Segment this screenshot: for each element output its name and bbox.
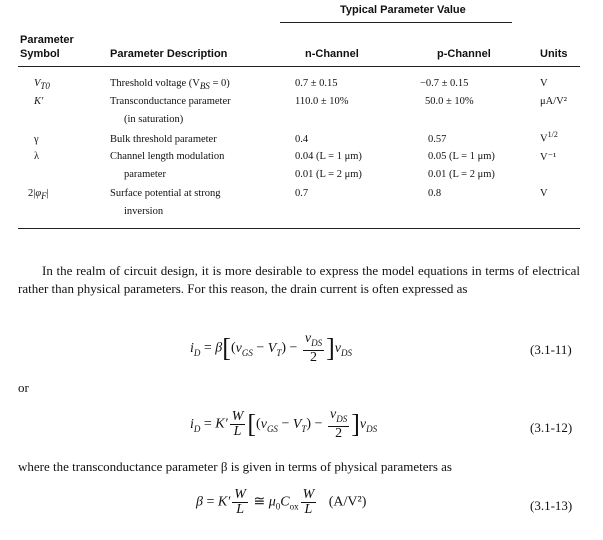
- row-5-description-2: inversion: [124, 206, 164, 217]
- row-4-symbol: λ: [34, 151, 40, 162]
- header-rule: [18, 66, 580, 67]
- header-description: Parameter Description: [110, 48, 228, 60]
- row-4-n-2: 0.01 (L = 2 μm): [295, 169, 362, 180]
- row-3-description: Bulk threshold parameter: [110, 134, 217, 145]
- row-1-units: V: [540, 78, 548, 89]
- row-2-p: 50.0 ± 10%: [425, 96, 474, 107]
- row-3-p: 0.57: [428, 134, 447, 145]
- row-4-description: Channel length modulation: [110, 151, 225, 162]
- table-bottom-rule: [18, 228, 580, 229]
- row-3-n: 0.4: [295, 134, 309, 145]
- row-4-description-2: parameter: [124, 169, 166, 180]
- row-3-units: $V^{1/2}$: [540, 130, 558, 145]
- header-symbol-line1: Parameter: [20, 34, 74, 46]
- row-5-n: 0.7: [295, 188, 309, 199]
- paragraph-2: where the transconductance parameter β is given in terms of physical parameters as: [18, 459, 452, 474]
- row-4-units: V⁻¹: [540, 152, 557, 163]
- equation-number-3-1-13: (3.1-13): [530, 498, 573, 513]
- row-4-p: 0.05 (L = 1 μm): [428, 151, 495, 162]
- header-p-channel: p-Channel: [437, 48, 491, 60]
- header-units: Units: [540, 48, 568, 60]
- paragraph-1: In the realm of circuit design, it is more desirable to express the model equations in terms of electrical rather than physical parameters. For this reason, the drain current is often expressed as: [18, 263, 580, 296]
- row-5-symbol: $2|\varphi_F|$: [28, 188, 49, 202]
- equation-3-1-13: β = K′ $\frac{W}{L}$ ≅ $\mu_0C_{ox}$ $\frac{W}{L}$ (A/V²): [196, 487, 367, 517]
- header-n-channel: n-Channel: [305, 48, 359, 60]
- row-1-n: 0.7 ± 0.15: [295, 78, 338, 89]
- group-header-rule: [280, 22, 512, 23]
- row-5-units: V: [540, 188, 548, 199]
- equation-3-1-12: $i_D = K'$ $\frac{W}{L}$ [$(v_{GS} - V_T)$ − $\frac{v_{DS}}{2}$ ]$v_{DS}$: [190, 407, 378, 441]
- row-3-symbol: γ: [34, 134, 39, 145]
- row-4-p-2: 0.01 (L = 2 μm): [428, 169, 495, 180]
- row-4-n: 0.04 (L = 1 μm): [295, 151, 362, 162]
- equation-3-1-11: $i_D = \beta[(v_{GS} - V_T)$ − $\frac{v_{DS}}{2}$ ]$v_{DS}$: [190, 331, 352, 365]
- or-text: or: [18, 380, 29, 395]
- row-1-symbol: $V_{T0}$: [34, 78, 50, 92]
- equation-number-3-1-12: (3.1-12): [530, 420, 573, 435]
- row-5-p: 0.8: [428, 188, 442, 199]
- header-symbol-line2: Symbol: [20, 48, 60, 60]
- group-header: Typical Parameter Value: [340, 4, 466, 16]
- row-5-description: Surface potential at strong: [110, 188, 221, 199]
- row-2-symbol: K′: [34, 96, 44, 107]
- row-2-description: Transconductance parameter: [110, 96, 231, 107]
- row-1-p: −0.7 ± 0.15: [420, 78, 469, 89]
- row-2-n: 110.0 ± 10%: [295, 96, 349, 107]
- row-1-description: Threshold voltage $(V_{BS} = 0)$: [110, 78, 230, 92]
- equation-number-3-1-11: (3.1-11): [530, 342, 572, 357]
- row-2-units: μA/V²: [540, 96, 567, 107]
- row-2-description-2: (in saturation): [124, 114, 184, 125]
